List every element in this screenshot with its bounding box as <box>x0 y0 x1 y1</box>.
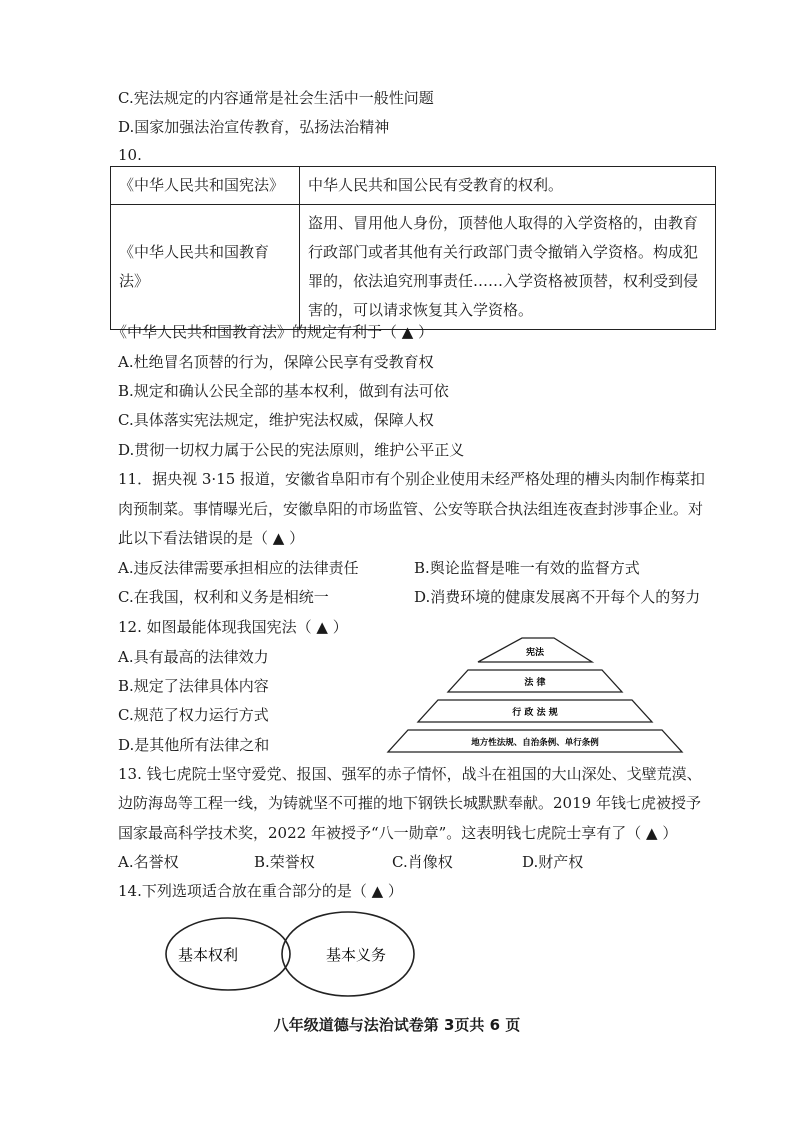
q13-option-b: B.荣誉权 <box>254 853 315 871</box>
q13-stem-line3: 国家最高科学技术奖，2022 年被授予“八一勋章”。这表明钱七虎院士享有了（ ▲ ） <box>118 824 678 842</box>
q13-stem-line2: 边防海岛等工程一线，为铸就坚不可摧的地下钢铁长城默默奉献。2019 年钱七虎被授予 <box>118 794 701 812</box>
pyramid-label: 行 政 法 规 <box>512 708 558 718</box>
q9-option-d: D.国家加强法治宣传教育，弘扬法治精神 <box>118 118 390 136</box>
law-hierarchy-pyramid <box>382 636 724 756</box>
q11-stem-line2: 肉预制菜。事情曝光后，安徽阜阳的市场监管、公安等联合执法组连夜查封涉事企业。对 <box>118 500 704 518</box>
q10-stem: 《中华人民共和国教育法》的规定有利于（ ▲ ） <box>112 323 434 341</box>
q13-stem-line1: 13. 钱七虎院士坚守爱党、报国、强军的赤子情怀，战斗在祖国的大山深处、戈壁荒漠、 <box>118 765 702 783</box>
q11-option-d: D.消费环境的健康发展离不开每个人的努力 <box>414 588 701 606</box>
q13-option-a: A.名誉权 <box>118 853 179 871</box>
table-row <box>111 167 716 205</box>
q12-option-c: C.规范了权力运行方式 <box>118 706 269 724</box>
table-row <box>111 205 716 330</box>
venn-label-left: 基本权利 <box>177 946 239 964</box>
pyramid-label: 地方性法规、自治条例、单行条例 <box>471 738 599 748</box>
pyramid-label: 法 律 <box>524 678 546 688</box>
q12-option-b: B.规定了法律具体内容 <box>118 677 269 695</box>
q11-stem-line3: 此以下看法错误的是（ ▲ ） <box>118 529 305 547</box>
law-content-cell: 盗用、冒用他人身份，顶替他人取得的入学资格的，由教育行政部门或者其他有关行政部门责令撤销入学资格。构成犯罪的，依法追究刑事责任……入学资格被顶替，权利受到侵害的，可以请求恢复其入学资格。 <box>300 205 716 330</box>
q11-option-c: C.在我国，权利和义务是相统一 <box>118 588 329 606</box>
q9-option-c: C.宪法规定的内容通常是社会生活中一般性问题 <box>118 89 434 107</box>
q10-option-d: D.贯彻一切权力属于公民的宪法原则，维护公平正义 <box>118 441 465 459</box>
law-content-cell: 中华人民共和国公民有受教育的权利。 <box>300 167 716 205</box>
q11-option-b: B.舆论监督是唯一有效的监督方式 <box>414 559 640 577</box>
q10-option-a: A.杜绝冒名顶替的行为，保障公民享有受教育权 <box>118 353 434 371</box>
q10-option-c: C.具体落实宪法规定，维护宪法权威，保障人权 <box>118 411 434 429</box>
law-name-cell: 《中华人民共和国教育法》 <box>111 205 300 330</box>
q10-law-table <box>110 166 716 330</box>
q11-stem-line1: 11．据央视 3·15 报道，安徽省阜阳市有个别企业使用未经严格处理的槽头肉制作梅菜扣 <box>118 470 706 488</box>
q10-option-b: B.规定和确认公民全部的基本权利，做到有法可依 <box>118 382 449 400</box>
q12-option-a: A.具有最高的法律效力 <box>118 648 269 666</box>
page-footer: 八年级道德与法治试卷第 3页共 6 页 <box>273 1016 521 1034</box>
q12-stem: 12. 如图最能体现我国宪法（ ▲ ） <box>118 618 348 636</box>
q13-option-d: D.财产权 <box>522 853 584 871</box>
q10-number: 10. <box>118 146 142 164</box>
pyramid-label: 宪法 <box>525 648 545 658</box>
q12-option-d: D.是其他所有法律之和 <box>118 736 270 754</box>
q11-option-a: A.违反法律需要承担相应的法律责任 <box>118 559 359 577</box>
venn-label-right: 基本义务 <box>325 946 387 964</box>
q13-option-c: C.肖像权 <box>392 853 453 871</box>
law-name-cell: 《中华人民共和国宪法》 <box>111 167 300 205</box>
q14-stem: 14.下列选项适合放在重合部分的是（ ▲ ） <box>118 882 403 900</box>
venn-diagram <box>160 908 420 1000</box>
